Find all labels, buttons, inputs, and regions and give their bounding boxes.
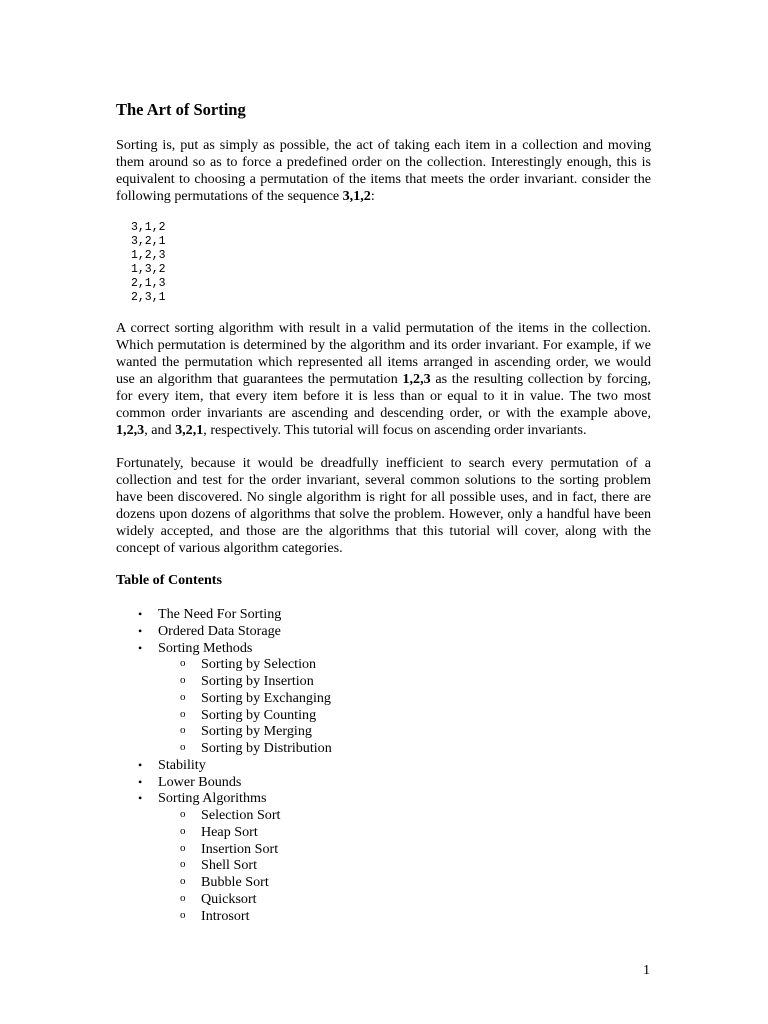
circle-bullet-icon: o xyxy=(180,858,186,871)
circle-bullet-icon: o xyxy=(180,824,186,837)
circle-bullet-icon: o xyxy=(180,741,186,753)
toc-item-label: Selection Sort xyxy=(201,807,281,823)
toc-subitem[interactable] xyxy=(116,824,332,841)
toc-item-label: Lower Bounds xyxy=(158,773,242,790)
toc-subitem[interactable] xyxy=(116,690,332,707)
toc-subitem[interactable] xyxy=(116,740,332,757)
circle-bullet-icon: o xyxy=(180,808,186,820)
circle-bullet-icon: o xyxy=(180,690,186,703)
permutation-item: 2,1,3 xyxy=(131,277,166,290)
toc-item[interactable] xyxy=(116,640,332,657)
toc-item-label: Ordered Data Storage xyxy=(158,622,281,639)
page-title: The Art of Sorting xyxy=(116,100,246,119)
permutation-item: 2,3,1 xyxy=(131,291,166,304)
toc-subitem[interactable] xyxy=(116,673,332,690)
toc-subitem[interactable] xyxy=(116,874,332,891)
intro-text: Sorting is, put as simply as possible, the act of taking each item in a collection and moving them around so as to force a predefined order on the collection. Interestingly enough, this is equivalent to choosing a permutation of the items that meets the order invariant. consider the following permutations of the sequence xyxy=(116,137,651,204)
circle-bullet-icon: o xyxy=(180,707,186,720)
toc-item-label: Sorting by Merging xyxy=(201,723,312,740)
toc-subitem[interactable] xyxy=(116,857,332,874)
toc-item[interactable] xyxy=(116,790,332,807)
paragraph-text: as the resulting collection by forcing, for every item, that every item before it is less than or equal to it in value. The two most common order invariants are ascending and descending order, or with the example above, xyxy=(116,371,651,421)
bullet-icon: • xyxy=(138,640,143,655)
toc-item-label: Quicksort xyxy=(201,890,257,907)
circle-bullet-icon: o xyxy=(180,908,186,921)
toc-subitem[interactable] xyxy=(116,891,332,908)
intro-paragraph xyxy=(116,137,651,205)
toc-item-label: Sorting by Insertion xyxy=(201,673,314,689)
permutation-item: 3,1,2 xyxy=(131,221,166,234)
toc-item-label: Sorting by Distribution xyxy=(201,740,332,756)
toc-subitem[interactable] xyxy=(116,908,332,925)
circle-bullet-icon: o xyxy=(180,875,186,887)
bullet-icon: • xyxy=(138,774,143,789)
permutation-list xyxy=(131,221,166,305)
intro-colon: : xyxy=(370,188,375,204)
toc-item-label: Introsort xyxy=(201,907,250,924)
toc-subitem[interactable] xyxy=(116,707,332,724)
circle-bullet-icon: o xyxy=(180,724,186,737)
solutions-paragraph: Fortunately, because it would be dreadfully inefficient to search every permutation of a collection and test for the order invariant, several common solutions to the sorting problem have been discovered. No single algorithm is right for all possible uses, and in fact, there are dozens upon dozens of algorithms that solve the problem. However, only a handful have been widely accepted, and those are the algorithms that this tutorial will cover, along with the concept of various algorithm categories. xyxy=(116,455,651,556)
toc-heading: Table of Contents xyxy=(116,572,222,588)
circle-bullet-icon: o xyxy=(180,674,186,686)
permutation-item: 1,2,3 xyxy=(131,249,166,262)
toc-item-label: Sorting by Selection xyxy=(201,656,317,673)
circle-bullet-icon: o xyxy=(180,657,186,670)
toc-item[interactable] xyxy=(116,757,332,774)
toc-subitem[interactable] xyxy=(116,807,332,824)
permutation-item: 1,3,2 xyxy=(131,263,166,276)
toc-item-label: Shell Sort xyxy=(201,857,257,874)
page-number: 1 xyxy=(643,962,651,978)
circle-bullet-icon: o xyxy=(180,891,186,904)
toc-item-label: Sorting by Counting xyxy=(201,706,317,723)
toc-item-label: The Need For Sorting xyxy=(158,606,282,622)
toc-item-label: Sorting Methods xyxy=(158,639,253,656)
sequence-bold: 3,1,2 xyxy=(342,188,371,204)
toc-item-label: Heap Sort xyxy=(201,823,258,840)
toc-item-label: Stability xyxy=(158,756,206,773)
bullet-icon: • xyxy=(138,623,143,638)
bullet-icon: • xyxy=(138,757,143,772)
toc-item[interactable] xyxy=(116,774,332,791)
toc-item[interactable] xyxy=(116,606,332,623)
descending-example-bold: 3,2,1 xyxy=(175,422,204,438)
bullet-icon: • xyxy=(138,791,143,806)
algorithm-paragraph xyxy=(116,320,651,439)
table-of-contents xyxy=(116,606,332,924)
toc-subitem[interactable] xyxy=(116,841,332,858)
paragraph-text: A correct sorting algorithm with result in a valid permutation of the items in the collection. Which permutation is determined by the algorithm and its order invariant. For example, if we wanted the permutation which represented all items arranged in ascending order, we would use an algorithm that guarantees the permutation xyxy=(116,320,651,387)
toc-item-label: Sorting by Exchanging xyxy=(201,689,331,706)
toc-subitem[interactable] xyxy=(116,723,332,740)
paragraph-text: , respectively. This tutorial will focus on ascending order invariants. xyxy=(203,422,587,438)
ascending-permutation-bold: 1,2,3 xyxy=(402,371,431,387)
toc-item[interactable] xyxy=(116,623,332,640)
ascending-example-bold: 1,2,3 xyxy=(116,422,145,438)
toc-item-label: Sorting Algorithms xyxy=(158,790,267,807)
bullet-icon: • xyxy=(138,607,143,621)
toc-subitem[interactable] xyxy=(116,656,332,673)
toc-item-label: Bubble Sort xyxy=(201,874,269,890)
permutation-item: 3,2,1 xyxy=(131,235,166,248)
paragraph-text: , and xyxy=(144,422,176,438)
toc-item-label: Insertion Sort xyxy=(201,840,279,857)
circle-bullet-icon: o xyxy=(180,841,186,854)
